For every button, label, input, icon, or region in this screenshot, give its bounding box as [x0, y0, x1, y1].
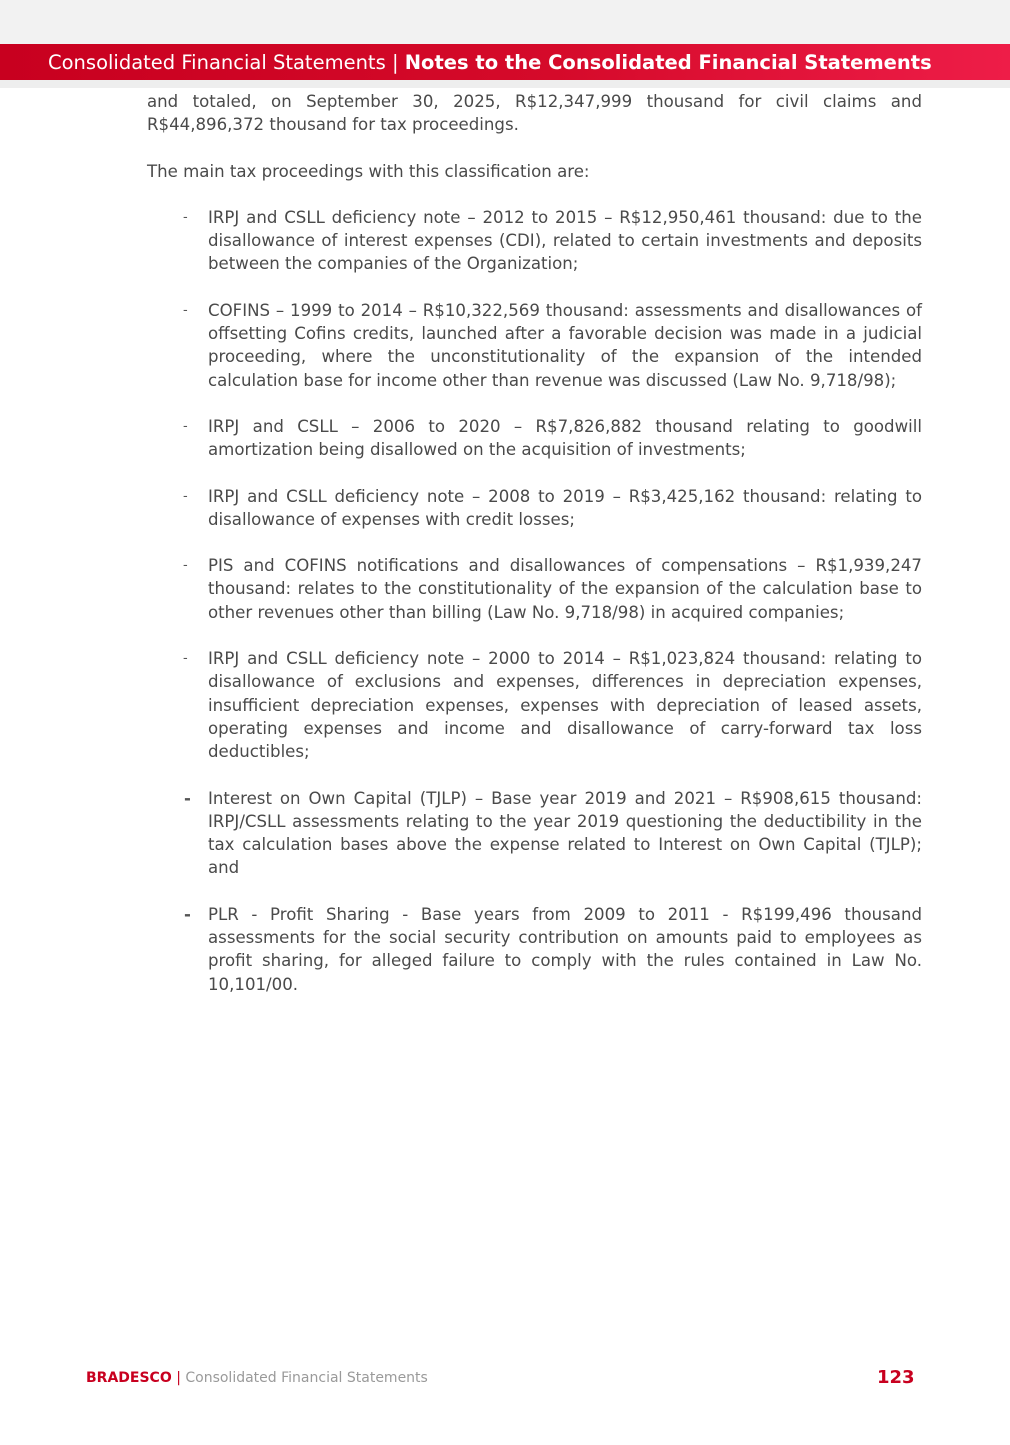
list-item — [147, 554, 922, 624]
list-item-text: IRPJ and CSLL – 2006 to 2020 – R$7,826,882 thousand relating to goodwill amortization being disallowed on the acquisition of investments; — [208, 416, 922, 460]
list-item — [147, 206, 922, 276]
header-title: Notes to the Consolidated Financial Statements — [404, 51, 932, 74]
header-divider — [0, 80, 1010, 88]
dash-bullet: - — [184, 788, 191, 808]
dash-bullet: - — [183, 302, 188, 318]
list-item-text: PLR - Profit Sharing - Base years from 2009 to 2011 - R$199,496 thousand assessments for the social security contribution on amounts paid to employees as profit sharing, for alleged failure to comply with the rules contained in Law No. 10,101/00. — [208, 904, 922, 994]
header-section: Consolidated Financial Statements — [48, 51, 386, 74]
dash-bullet: - — [183, 558, 188, 574]
list-item-text: COFINS – 1999 to 2014 – R$10,322,569 thousand: assessments and disallowances of offsetting Cofins credits, launched after a favorable decision was made in a judicial proceeding, where the unconstitutionality of the expansion of the intended calculation base for income other than revenue was discussed (Law No. 9,718/98); — [208, 300, 922, 390]
dash-bullet: - — [183, 209, 188, 225]
list-item-text: IRPJ and CSLL deficiency note – 2012 to 2015 – R$12,950,461 thousand: due to the disallowance of interest expenses (CDI), related to certain investments and deposits between the companies of the Organization; — [208, 207, 922, 274]
dash-bullet: - — [184, 904, 191, 924]
header-separator: | — [391, 51, 399, 74]
lead-paragraph: The main tax proceedings with this classification are: — [147, 161, 590, 181]
list-item — [147, 787, 922, 880]
page-footer — [86, 1370, 428, 1386]
footer-separator: | — [176, 1370, 181, 1386]
top-margin — [0, 0, 1010, 44]
footer-brand: BRADESCO — [86, 1370, 172, 1386]
list-item — [147, 485, 922, 532]
dash-bullet: - — [183, 488, 188, 504]
list-item-text: IRPJ and CSLL deficiency note – 2000 to 2014 – R$1,023,824 thousand: relating to disallowance of exclusions and expenses, differences in depreciation expenses, insufficient depreciation expenses, expenses with depreciation of leased assets, operating expenses and income and disallowance of carry-forward tax loss deductibles; — [208, 649, 922, 762]
tax-proceedings-list — [147, 206, 922, 996]
dash-bullet: - — [183, 418, 188, 434]
footer-subtitle: Consolidated Financial Statements — [185, 1370, 428, 1386]
document-body — [147, 90, 922, 1019]
intro-paragraph: and totaled, on September 30, 2025, R$12,347,999 thousand for civil claims and R$44,896,372 thousand for tax proceedings. — [147, 92, 922, 135]
page-header — [0, 44, 1010, 80]
list-item — [147, 647, 922, 763]
page-number: 123 — [877, 1367, 915, 1388]
list-item — [147, 903, 922, 996]
list-item-text: Interest on Own Capital (TJLP) – Base year 2019 and 2021 – R$908,615 thousand: IRPJ/CSLL assessments relating to the year 2019 questioning the deductibility in the tax calculation bases above the expense related to Interest on Own Capital (TJLP); and — [208, 788, 922, 878]
list-item — [147, 299, 922, 392]
list-item-text: PIS and COFINS notifications and disallowances of compensations – R$1,939,247 thousand: relates to the constitutionality of the expansion of the calculation base to other revenues other than billing (Law No. 9,718/98) in acquired companies; — [208, 556, 922, 622]
dash-bullet: - — [183, 651, 188, 667]
list-item-text: IRPJ and CSLL deficiency note – 2008 to 2019 – R$3,425,162 thousand: relating to disallowance of expenses with credit losses; — [208, 486, 922, 529]
list-item — [147, 415, 922, 462]
